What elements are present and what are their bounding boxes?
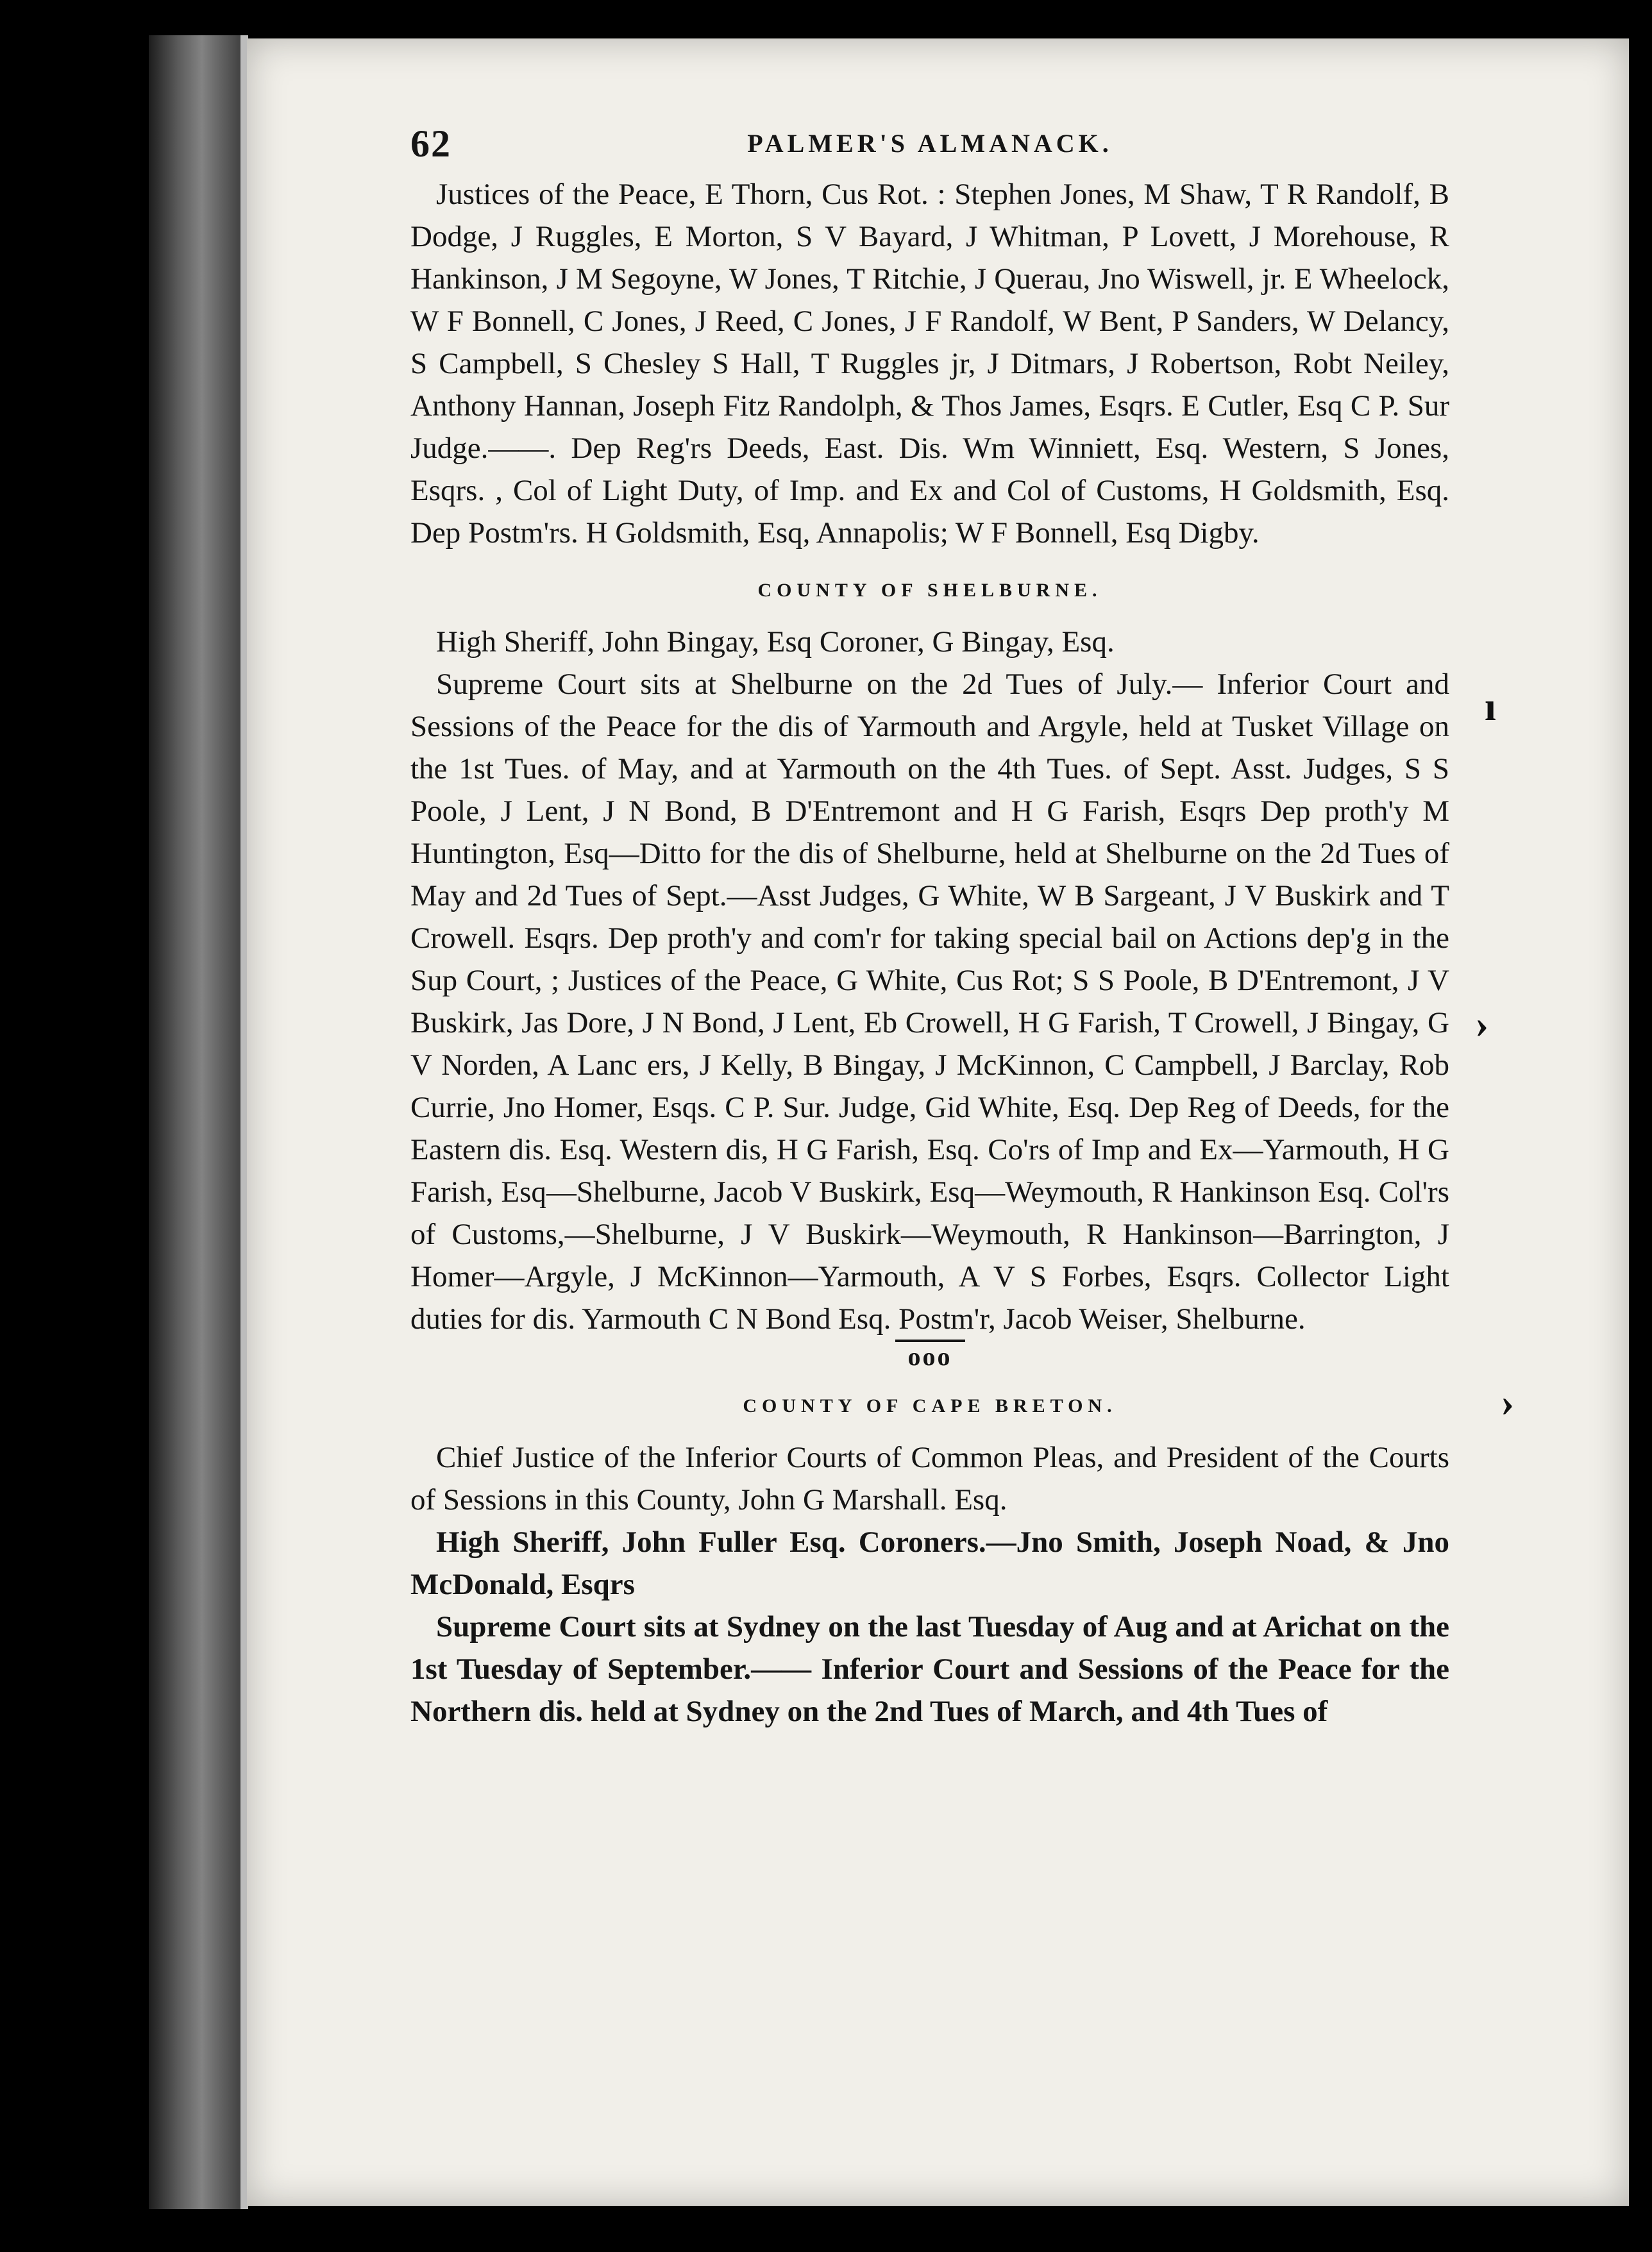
cape-breton-sheriff-paragraph: High Sheriff, John Fuller Esq. Coroners.—Jno Smith, Joseph Noad, & Jno McDonald, Esqrs xyxy=(410,1525,1449,1601)
page-header xyxy=(410,109,1449,173)
annapolis-justices-paragraph: Justices of the Peace, E Thorn, Cus Rot. : Stephen Jones, M Shaw, T R Randolf, B Dodge, J Ruggles, E Morton, S V Bayard, J Whitman, P Lovett, J Morehouse, R Hankinson, J M Segoyne, W Jones, T Ritchie, J Querau, Jno Wiswell, jr. E Wheelock, W F Bonnell, C Jones, J Reed, C Jones, J F Randolf, W Bent, P Sanders, W Delancy, S Campbell, S Chesley S Hall, T Ruggles jr, J Ditmars, J Robertson, Robt Neiley, Anthony Hannan, Joseph Fitz Randolph, & Thos James, Esqrs. E Cutler, Esq C P. Sur Judge.——. Dep Reg'rs Deeds, East. Dis. Wm Winniett, Esq. Western, S Jones, Esqrs. , Col of Light Duty, of Imp. and Ex and Col of Customs, H Goldsmith, Esq. Dep Postm'rs. H Goldsmith, Esq, Annapolis; W F Bonnell, Esq Digby. xyxy=(410,178,1449,550)
shelburne-county-heading: COUNTY OF SHELBURNE. xyxy=(757,580,1102,601)
cape-breton-chief-justice-paragraph: Chief Justice of the Inferior Courts of Common Pleas, and President of the Courts of Sessions in this County, John G Marshall. Esq. xyxy=(410,1441,1449,1517)
almanac-page xyxy=(247,38,1629,2206)
shelburne-courts-paragraph: Supreme Court sits at Shelburne on the 2d Tues of July.— Inferior Court and Sessions of the Peace for the dis of Yarmouth and Argyle, held at Tusket Village on the 1st Tues. of May, and at Yarmouth on the 4th Tues. of Sept. Asst. Judges, S S Poole, J Lent, J N Bond, B D'Entremont and H G Farish, Esqrs Dep proth'y M Huntington, Esq—Ditto for the dis of Shelburne, held at Shelburne on the 2d Tues of May and 2d Tues of Sept.—Asst Judges, G White, W B Sargeant, J V Buskirk and T Crowell. Esqrs. Dep proth'y and com'r for taking special bail on Actions dep'g in the Sup Court, ; Justices of the Peace, G White, Cus Rot; S S Poole, B D'Entremont, J V Buskirk, Jas Dore, J N Bond, J Lent, Eb Crowell, H G Farish, T Crowell, J Bingay, G V Norden, A Lanc ers, J Kelly, B Bingay, J McKinnon, C Campbell, J Barclay, Rob Currie, Jno Homer, Esqs. C P. Sur. Judge, Gid White, Esq. Dep Reg of Deeds, for the Eastern dis. Esq. Western dis, H G Farish, Esq. Co'rs of Imp and Ex—Yarmouth, H G Farish, Esq—Shelburne, Jacob V Buskirk, Esq—Weymouth, R Hankinson Esq. Col'rs of Customs,—Shelburne, J V Buskirk—Weymouth, R Hankinson—Barrington, J Homer—Argyle, J McKinnon—Yarmouth, A V S Forbes, Esqrs. Collector Light duties for dis. Yarmouth C N Bond Esq. Postm'r, Jacob Weiser, Shelburne. xyxy=(410,668,1449,1336)
margin-mark: › xyxy=(1501,1379,1515,1425)
text-column xyxy=(410,109,1449,1733)
cape-breton-county-heading: COUNTY OF CAPE BRETON. xyxy=(743,1395,1117,1416)
running-title: PALMER'S ALMANACK. xyxy=(747,129,1113,158)
page-body xyxy=(410,173,1449,1733)
divider-ornament: ooo xyxy=(895,1340,965,1371)
shelburne-sheriff-paragraph: High Sheriff, John Bingay, Esq Coroner, G Bingay, Esq. xyxy=(436,625,1115,659)
margin-mark: ı xyxy=(1485,684,1496,729)
cape-breton-courts-paragraph: Supreme Court sits at Sydney on the last Tuesday of Aug and at Arichat on the 1st Tuesday of September.—— Inferior Court and Sessions of the Peace for the Northern dis. held at Sydney on the 2nd Tues of March, and 4th Tues of xyxy=(410,1610,1449,1728)
section-divider xyxy=(410,1344,1449,1370)
margin-mark: › xyxy=(1475,1001,1489,1046)
page-number: 62 xyxy=(410,122,451,165)
book-gutter xyxy=(149,35,245,2209)
